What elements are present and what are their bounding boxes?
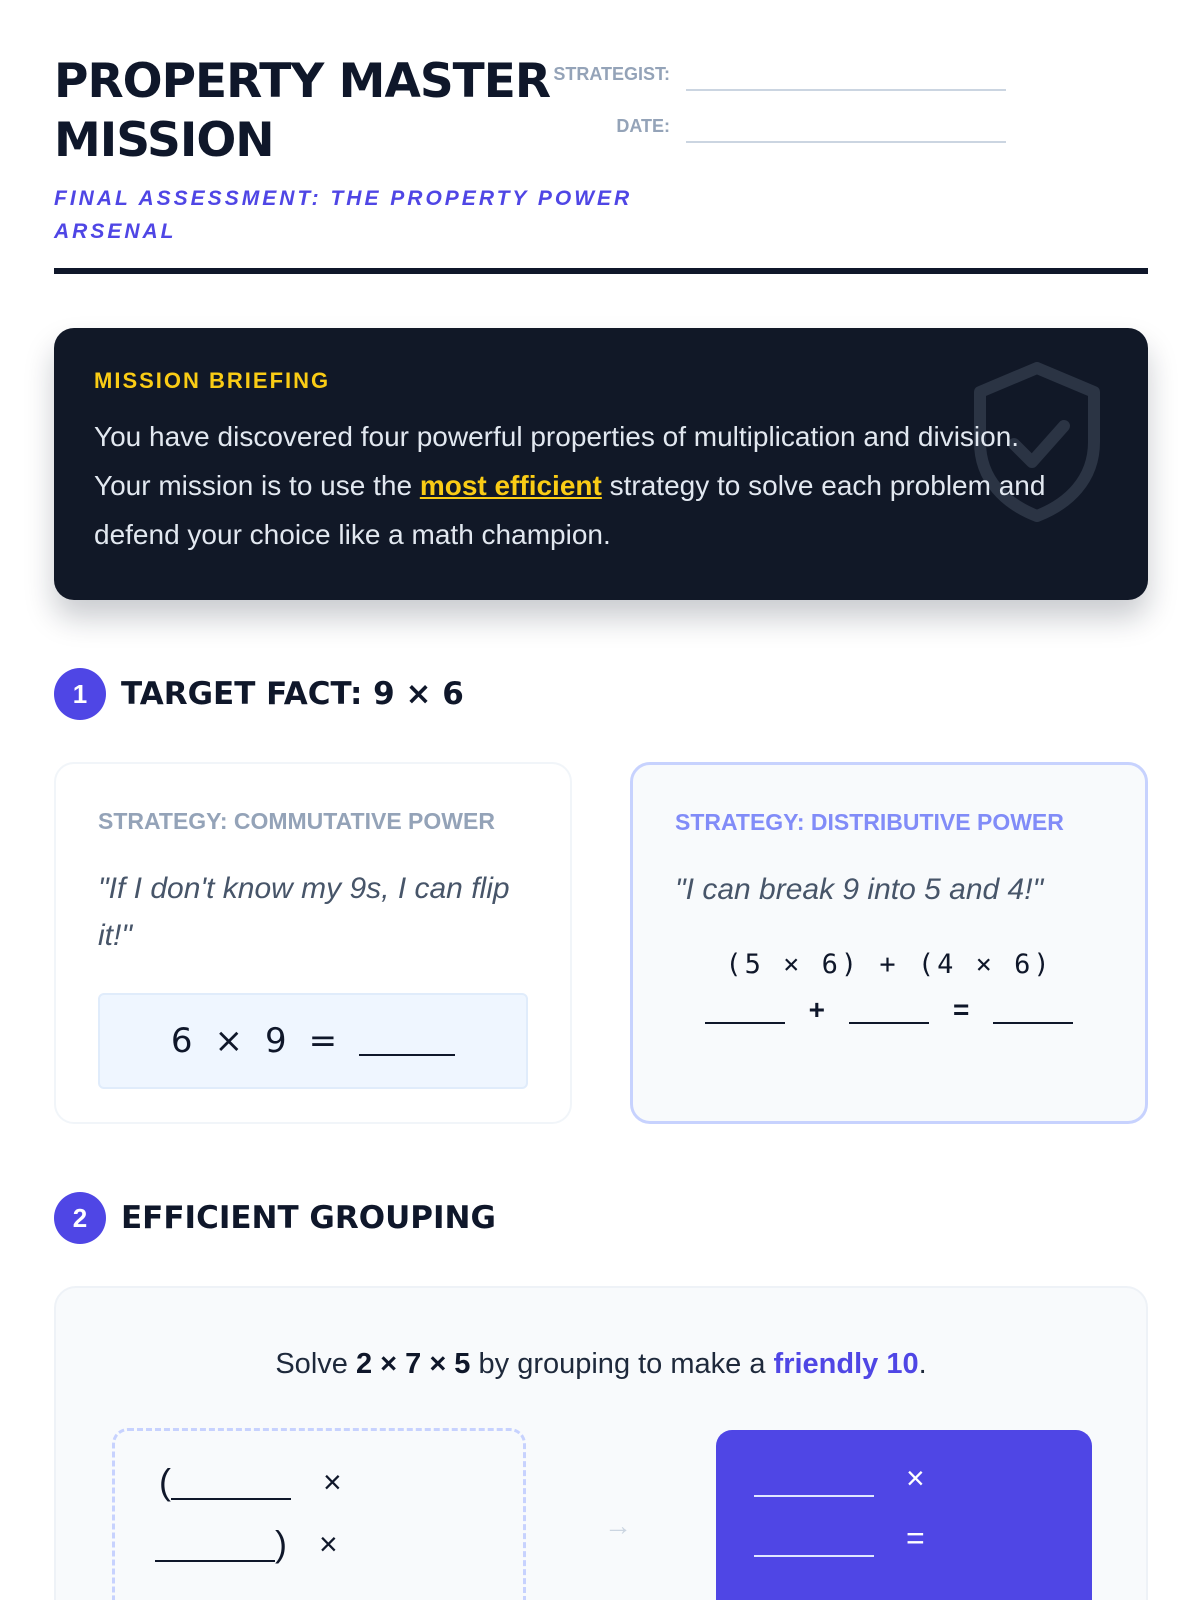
prompt-accent: friendly 10 <box>773 1348 919 1380</box>
answer-blank[interactable] <box>754 1461 874 1497</box>
section-number-badge: 1 <box>54 668 106 720</box>
mission-briefing <box>54 328 1148 600</box>
worksheet-header <box>54 52 1148 274</box>
answer-blank[interactable] <box>754 1521 874 1557</box>
briefing-text-start: You have discovered four powerful properties of multiplication and division. Your mission is to use the <box>94 421 1020 501</box>
strategist-label: STRATEGIST: <box>553 64 670 84</box>
grouping-work-box <box>112 1428 526 1600</box>
prompt-text: by grouping to make a <box>470 1348 774 1380</box>
distributive-strategy-card <box>630 762 1148 1124</box>
section-number-badge: 2 <box>54 1192 106 1244</box>
grouping-prompt <box>56 1348 1146 1381</box>
grouping-answer-box <box>716 1430 1092 1600</box>
commutative-strategy-card <box>54 762 572 1124</box>
grouping-row-2 <box>155 1523 338 1565</box>
times-sign: × <box>906 1460 925 1496</box>
briefing-label: MISSION BRIEFING <box>94 368 331 393</box>
answer-row-2 <box>754 1520 925 1557</box>
section-1-heading <box>54 668 464 720</box>
briefing-text-end: strategy to solve each problem and defend your choice like a math champion. <box>94 470 1046 550</box>
briefing-text <box>94 412 1074 559</box>
section-title: TARGET FACT: 9 × 6 <box>121 676 464 712</box>
equation-equals: = <box>308 1021 338 1061</box>
page-title: PROPERTY MASTER MISSION <box>54 54 551 168</box>
strategist-field[interactable] <box>510 64 1006 85</box>
grouping-panel <box>54 1286 1148 1600</box>
answer-blank[interactable] <box>993 996 1073 1024</box>
close-paren: ) <box>275 1523 287 1564</box>
answer-blank[interactable] <box>705 996 785 1024</box>
answer-blank[interactable] <box>171 1464 291 1500</box>
strategy-label: STRATEGY: COMMUTATIVE POWER <box>98 808 495 834</box>
answer-row-1 <box>754 1460 925 1497</box>
page-subtitle: FINAL ASSESSMENT: THE PROPERTY POWER ARSENAL <box>54 187 633 243</box>
grouping-row-1 <box>159 1461 342 1503</box>
plus-sign: + <box>808 994 825 1025</box>
date-label: DATE: <box>616 116 670 136</box>
equation-factor-a: 6 <box>170 1021 193 1061</box>
equation-factor-b: 9 <box>265 1021 287 1061</box>
equals-sign: = <box>906 1520 925 1556</box>
equation-times: × <box>214 1021 243 1061</box>
prompt-text: . <box>918 1348 927 1380</box>
open-paren: ( <box>159 1461 171 1502</box>
strategy-label: STRATEGY: DISTRIBUTIVE POWER <box>675 809 1064 835</box>
answer-blank[interactable] <box>155 1526 275 1562</box>
sum-row <box>675 994 1103 1026</box>
prompt-text: Solve <box>275 1348 356 1380</box>
date-line[interactable] <box>686 141 1006 143</box>
times-sign: × <box>319 1525 338 1562</box>
equals-sign: = <box>953 994 970 1025</box>
times-sign: × <box>323 1463 342 1500</box>
strategy-quote: "I can break 9 into 5 and 4!" <box>675 873 1044 906</box>
distributive-expression: (5 × 6) + (4 × 6) <box>725 949 1053 980</box>
section-2-heading <box>54 1192 496 1244</box>
answer-blank[interactable] <box>359 1026 455 1056</box>
briefing-highlight: most efficient <box>419 470 602 501</box>
prompt-expression: 2 × 7 × 5 <box>355 1348 471 1380</box>
answer-blank[interactable] <box>849 996 929 1024</box>
strategy-quote: "If I don't know my 9s, I can flip it!" <box>98 872 510 952</box>
arrow-right-icon: → <box>604 1510 632 1541</box>
date-field[interactable] <box>510 116 1006 137</box>
section-title: EFFICIENT GROUPING <box>121 1200 496 1236</box>
equation-box <box>98 993 528 1089</box>
strategist-line[interactable] <box>686 89 1006 91</box>
